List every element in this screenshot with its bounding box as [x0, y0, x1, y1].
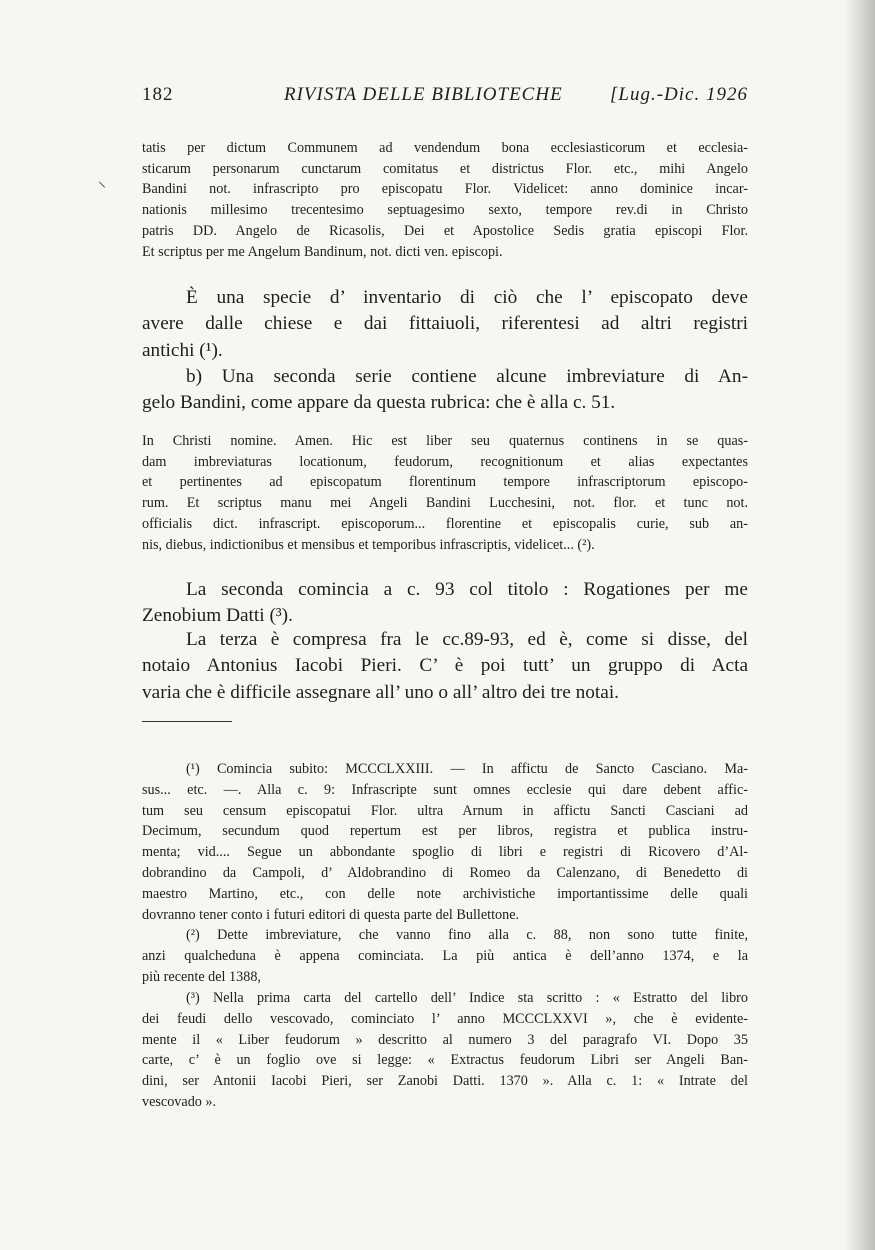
footnote-line: dini, ser Antonii Iacobi Pieri, ser Zanobi Datti. 1370 ». Alla c. 1: « Intrate del [142, 1073, 748, 1090]
text-line: Bandini not. infrascripto pro episcopatu Flor. Videlicet: anno dominice incar- [142, 181, 748, 198]
latin-quote-2 [142, 431, 748, 555]
paragraph-second-series [142, 364, 748, 417]
footnote-line: (³) Nella prima carta del cartello dell’ Indice sta scritto : « Estratto del libro [186, 990, 748, 1006]
text-line: varia che è difficile assegnare all’ uno o all’ altro dei tre notai. [142, 681, 619, 703]
footnote-line: più recente del 1388, [142, 968, 261, 985]
paragraph-seconda [142, 577, 748, 630]
text-line: patris DD. Angelo de Ricasolis, Dei et Apostolice Sedis gratia episcopi Flor. [142, 222, 748, 239]
text-line: Et scriptus per me Angelum Bandinum, not. dicti ven. episcopi. [142, 243, 503, 260]
page-number: 182 [142, 84, 174, 105]
latin-quote-1 [142, 138, 748, 262]
text-line: b) Una seconda serie contiene alcune imbreviature di An- [186, 366, 748, 387]
margin-mark: ⸌ [98, 180, 107, 197]
issue-date: [Lug.-Dic. 1926 [610, 84, 748, 105]
running-header [142, 84, 748, 112]
text-line: tatis per dictum Communem ad vendendum bona ecclesiasticorum et ecclesia- [142, 140, 748, 156]
text-line: La terza è compresa fra le cc.89-93, ed è, come si disse, del [186, 629, 748, 650]
paragraph-terza [142, 627, 748, 706]
text-line: sticarum personarum cunctarum comitatus et districtus Flor. etc., mihi Angelo [142, 160, 748, 177]
text-line: avere dalle chiese e dai fittaiuoli, riferentesi ad altri registri [142, 313, 748, 335]
footnote-line: vescovado ». [142, 1093, 217, 1110]
footnote-line: carte, c’ è un foglio ove si legge: « Extractus feudorum Libri ser Angeli Ban- [142, 1052, 748, 1069]
footnote-line: mente il « Liber feudorum » descritto al numero 3 del paragrafo VI. Dopo 35 [142, 1031, 748, 1048]
text-line: In Christi nomine. Amen. Hic est liber seu quaternus continens in se quas- [142, 433, 748, 449]
footnote-1 [142, 759, 748, 925]
text-line: officialis dict. infrascript. episcoporum... florentine et episcopalis curie, sub an- [142, 515, 748, 532]
footnote-line: dobrandino da Campoli, d’ Aldobrandino di Romeo da Calenzano, di Benedetto di [142, 864, 748, 881]
page-edge-shadow [845, 0, 875, 1250]
text-line: dam imbreviaturas locationum, feudorum, recognitionum et alias expectantes [142, 453, 748, 470]
journal-title: RIVISTA DELLE BIBLIOTECHE [284, 84, 563, 105]
paragraph-inventory [142, 285, 748, 364]
footnote-line: tum seu censum episcopatui Flor. ultra Arnum in affictu Sancti Casciani ad [142, 802, 748, 819]
footnote-line: anzi qualcheduna è appena cominciata. La più antica è dell’anno 1374, e la [142, 947, 748, 964]
footnote-line: menta; vid.... Segue un abbondante spoglio di libri e registri di Ricovero d’Al- [142, 844, 748, 861]
text-line: È una specie d’ inventario di ciò che l’ episcopato deve [186, 287, 748, 308]
text-line: antichi (¹). [142, 339, 223, 361]
footnote-3 [142, 988, 748, 1113]
footnote-line: maestro Martino, etc., con delle note archivistiche importantissime delle quali [142, 885, 748, 902]
footnote-line: dovranno tener conto i futuri editori di questa parte del Bullettone. [142, 906, 520, 923]
text-line: nis, diebus, indictionibus et mensibus et temporibus infrascriptis, videlicet... (²). [142, 536, 595, 553]
text-line: nationis millesimo trecentesimo septuagesimo sexto, tempore rev.di in Christo [142, 202, 748, 219]
text-line: et pertinentes ad episcopatum florentinum tempore infrascriptorum episcopo- [142, 474, 748, 491]
text-line: gelo Bandini, come appare da questa rubrica: che è alla c. 51. [142, 392, 616, 414]
text-line: rum. Et scriptus manu mei Angeli Bandini Lucchesini, not. flor. et tunc not. [142, 495, 748, 512]
footnote-line: Decimum, secundum quod repertum est per libros, registra et publica instru- [142, 823, 748, 840]
text-line: notaio Antonius Iacobi Pieri. C’ è poi tutt’ un gruppo di Acta [142, 655, 748, 677]
footnote-line: sus... etc. —. Alla c. 9: Infrascripte sunt omnes ecclesie qui dare debent affic- [142, 781, 748, 798]
footnote-separator [142, 721, 232, 722]
footnote-line: dei feudi dello vescovado, cominciato l’ anno MCCCLXXVI », che è evidente- [142, 1010, 748, 1027]
footnote-line: (¹) Comincia subito: MCCCLXXIII. — In affictu de Sancto Casciano. Ma- [186, 761, 748, 777]
text-line: La seconda comincia a c. 93 col titolo : Rogationes per me [186, 579, 748, 600]
footnote-2 [142, 925, 748, 987]
footnote-line: (²) Dette imbreviature, che vanno fino alla c. 88, non sono tutte finite, [186, 927, 748, 943]
text-line: Zenobium Datti (³). [142, 605, 293, 627]
